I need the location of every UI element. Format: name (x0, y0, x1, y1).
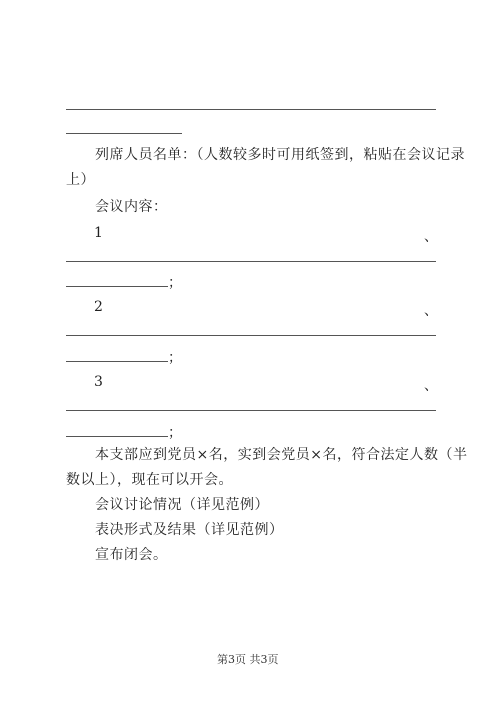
blank-line-full (66, 261, 436, 262)
blank-line-short (66, 133, 182, 134)
item-separator: 、 (424, 303, 438, 319)
item-separator: 、 (424, 229, 438, 245)
item-separator: 、 (424, 378, 438, 394)
closing-line: 宣布闭会。 (95, 547, 168, 563)
page-footer: 第3页 共3页 (217, 653, 279, 666)
quorum-statement: 本支部应到党员×名，实到会党员×名，符合法定人数（半 (95, 447, 468, 463)
item-terminator: ； (168, 350, 182, 366)
voting-line: 表决形式及结果（详见范例） (95, 522, 284, 538)
item-number: 1 (94, 225, 104, 241)
blank-line-full (66, 335, 436, 336)
attendees-list-label: 列席人员名单：（人数较多时可用纸签到，粘贴在会议记录 (95, 147, 465, 163)
item-number: 3 (94, 374, 104, 390)
item-terminator: ； (168, 275, 182, 291)
blank-line-short (66, 361, 168, 362)
attendees-list-label-cont: 上） (66, 172, 95, 188)
blank-line-short (66, 286, 168, 287)
discussion-line: 会议讨论情况（详见范例） (95, 497, 269, 513)
item-terminator: ； (168, 425, 182, 441)
item-number: 2 (94, 299, 104, 315)
meeting-content-heading: 会议内容： (95, 199, 168, 215)
blank-line-short (66, 436, 168, 437)
blank-line-full (66, 410, 436, 411)
blank-line-full (66, 109, 436, 110)
quorum-statement-cont: 数以上），现在可以开会。 (66, 472, 233, 488)
